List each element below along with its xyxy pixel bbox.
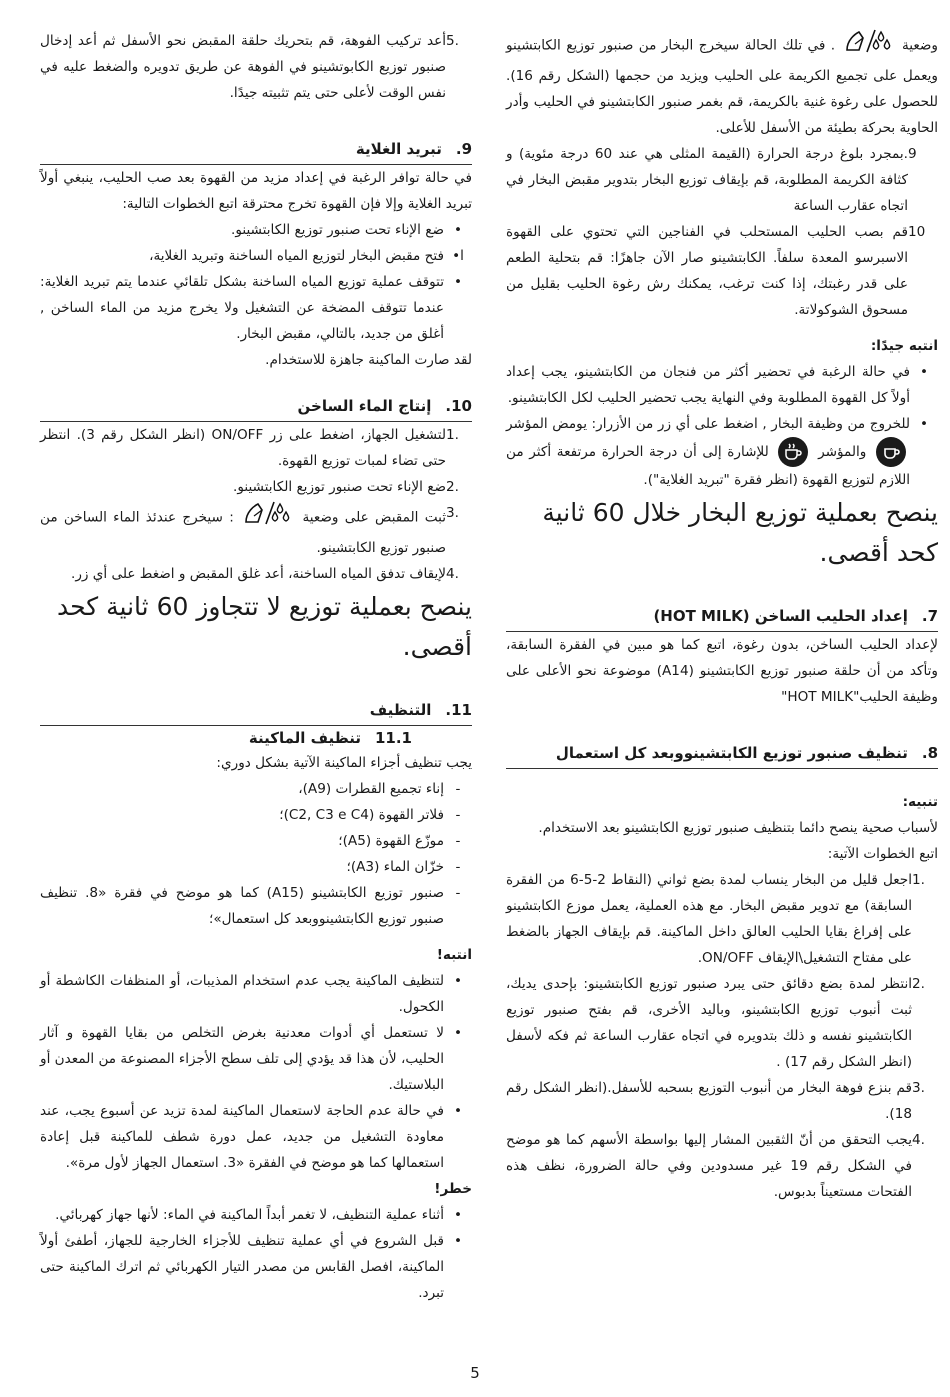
- part-list-item: - موزّع القهوة (A5)؛: [338, 833, 461, 849]
- step-10: 10 قم بصب الحليب المستحلب في الفناجين التي تحتوي على القهوة الاسبرسو المعدة سلفاً. الكابتشينو صار الآن جاهزًا: قم بتحلية الطعم على قدر رغبتك، إذا كنت ترغب، يمكنك رش رغوة الحليب بقليل من مسحوق الشوكولاتة.: [506, 224, 926, 318]
- steam-intro-paragraph: وضعية . في تلك الحالة سيخرج البخار من صنبور توزيع الكابتشينو ويعمل على تجميع الكريمة على الحليب ويزيد من حجمها (الشكل رقم 16). للحصول على رغوة غنية بالكريمة، قم بغمر صنبور الكابتشينو في الحليب وأدر الحاوية بحركة بطيئة من الأسفل للأعلى.: [506, 28, 938, 141]
- cleaning-step: 2. انتظر لمدة بضع دقائق حتى يبرد صنبور توزيع الكابتشينو: بإحدى يديك، ثبت أنبوب توزيع الكابتشينو، وباليد الأخرى، قم بفتح صنبور توزيع الكابتشينو نفسه و ذلك بتدويره في اتجاه عقارب الساعة ثم فكه لأسفل (انظر الشكل رقم 17) .: [506, 976, 925, 1070]
- steam-indicator-icon: [876, 437, 906, 467]
- step-5: 5. أعد تركيب الفوهة، قم بتحريك حلقة المقبض نحو الأسفل ثم أعد إدخال صنبور توزيع الكابوتشينو في الفوهة عن طريق تدويره والضغط عليه في نفس الوقت لأعلى حتى يتم تثبيته جيدًا.: [40, 33, 459, 101]
- machine-ready-text: لقد صارت الماكينة جاهزة للاستخدام.: [265, 352, 472, 368]
- danger-bullet: • قبل الشروع في أي عملية تنظيف للأجزاء الخارجية للجهاز، أطفئ أولاً الماكينة، افصل القابس من مصدر التيار الكهربائي ثم اترك الماكينة حتى تبرد.: [40, 1233, 463, 1301]
- follow-steps-label: اتبع الخطوات الآتية:: [827, 846, 938, 862]
- section-7-text: لإعداد الحليب الساخن، بدون رغوة، اتبع كما هو مبين في الفقرة السابقة، وتأكد من أن حلقة صنبور توزيع الكابتشينو (A14) موضوعة نحو الأعلى على وظيفة الحليب"HOT MILK": [506, 637, 938, 705]
- cleaning-step: 1. اجعل قليل من البخار ينساب لمدة بضع ثواني (النقاط 2-5-6 من الفقرة السابقة) مع تدوير مقبض البخار. مع هذه العملية، يعمل موزع الكابتشينو على إفراغ بقايا الحليب العالق داخل الماكينة. قم بإيقاف الجهاز بالضغط على مفتاح التشغيل\الإيقاف ON/OFF.: [506, 872, 925, 966]
- cleaning-step: 4. يجب التحقق من أنّ الثقبين المشار إليها بواسطة الأسهم كما هو موضح في الشكل رقم 19 غير مسدودين وفي حالة الضرورة، نظف هذه الفتحات مستعيناً بدبوس.: [506, 1132, 925, 1200]
- steam-drops-hand-icon: [240, 500, 296, 535]
- notice-bullet-1: • في حالة الرغبة في تحضير أكثر من فنجان من الكابتشينو، يجب إعداد أولاً كل القهوة المطلوبة وفي النهاية يجب تحضير الحليب لكل الكابتشينو.: [506, 364, 929, 406]
- attention-bullet: • لا تستعمل أي أدوات معدنية بغرض التخلص من بقايا القهوة و آثار الحليب، لأن هذا قد يؤدي إلى تلف سطح الأجزاء المصنوعة من المعدن أو البلاستيك.: [40, 1025, 463, 1093]
- part-list-item: - فلاتر القهوة (C2, C3 e C4)؛: [279, 807, 461, 823]
- caution-title: تنبيه:: [902, 794, 938, 810]
- section-9-bullet: • ضع الإناء تحت صنبور توزيع الكابتشينو.: [231, 222, 463, 238]
- section-7-heading: 7. إعداد الحليب الساخن (HOT MILK): [506, 603, 938, 632]
- subsection-11-1-intro: يجب تنظيف أجزاء الماكينة الآتية بشكل دوري:: [216, 755, 472, 771]
- part-list-item: - خزّان الماء (A3)؛: [346, 859, 461, 875]
- attention-bullet: • لتنظيف الماكينة يجب عدم استخدام المذيبات، أو المنظفات الكاشطة أو الكحول.: [40, 973, 463, 1015]
- notice-title: انتبه جيدًا:: [870, 338, 938, 354]
- step-9: 9 .بمجرد بلوغ درجة الحرارة (القيمة المثلى هي عند 60 درجة مئوية) و كثافة الكريمة المطلوبة، قم بإيقاف توزيع البخار بتدوير مقبض البخار في اتجاه عقارب الساعة: [506, 146, 917, 214]
- danger-bullet: • أثناء عملية التنظيف، لا تغمر أبداً الماكينة في الماء: لأنها جهاز كهربائي.: [55, 1207, 463, 1223]
- section-9-heading: 9. تبريد الغلاية: [40, 136, 472, 165]
- hot-water-step: 2. ضع الإناء تحت صنبور توزيع الكابتشينو.: [233, 479, 459, 495]
- danger-title: خطر!: [434, 1181, 472, 1197]
- cleaning-step: 3. قم بنزع فوهة البخار من أنبوب التوزيع بسحبه للأسفل.(انظر الشكل رقم 18).: [506, 1080, 925, 1122]
- section-8-heading: 8. تنظيف صنبور توزيع الكابتشينووبعد كل استعمال: [506, 740, 938, 769]
- cup-indicator-icon: [778, 437, 808, 467]
- right-column: [506, 28, 938, 1205]
- section-11-heading: 11. التنظيف: [40, 697, 472, 726]
- hot-water-step: 4. لإيقاف تدفق المياه الساخنة، أعد غلق المقبض و اضغط على أي زر.: [71, 566, 459, 582]
- hot-water-step: 1. لتشغيل الجهاز، اضغط على زر ON/OFF (انظر الشكل رقم 3). انتظر حتى تضاء لمبات توزيع القهوة.: [40, 427, 459, 469]
- part-list-item: - إناء تجميع القطرات (A9)،: [298, 781, 461, 797]
- section-9-bullet: ا• فتح مقبض البخار لتوزيع المياه الساخنة وتبريد الغلاية،: [149, 248, 464, 264]
- subsection-11-1-heading: 11.1 تنظيف الماكينة: [248, 729, 412, 747]
- notice-bullet-2: • للخروج من وظيفة البخار , اضغط على أي زر من الأزرار: يومض المؤشر والمؤشر للإشارة إلى أن درجة الحرارة مرتفعة أكثر من اللازم لتوزيع القهوة (انظر فقرة "تبريد الغلاية").: [506, 416, 929, 488]
- attention-bullet: • في حالة عدم الحاجة لاستعمال الماكينة لمدة تزيد عن أسبوع يجب، عند معاودة التشغيل من جديد، عمل دورة شطف للماكينة قبل إعادة استعمالها كما هو موضح في الفقرة «3. استعمال الجهاز لأول مرة».: [40, 1103, 463, 1171]
- section-9-intro: في حالة توافر الرغبة في إعداد مزيد من القهوة بعد صب الحليب، ينبغي أولاً تبريد الغلاية وإلا فإن القهوة تخرج محترقة اتبع الخطوات التالية:: [40, 170, 472, 212]
- steam-time-note: ينصح بعملية توزيع البخار خلال 60 ثانية كحد أقصى.: [542, 498, 938, 567]
- attention-title: انتبه!: [436, 947, 472, 963]
- caution-text: لأسباب صحية ينصح دائما بتنظيف صنبور توزيع الكابتشينو بعد الاستخدام.: [538, 820, 938, 836]
- section-10-heading: 10. إنتاج الماء الساخن: [40, 393, 472, 422]
- part-list-item: - صنبور توزيع الكابتشينو (A15) كما هو موضح في فقرة «8. تنظيف صنبور توزيع الكابتشينووبعد كل استعمال»؛: [40, 885, 461, 927]
- page-number: 5: [470, 1364, 480, 1382]
- section-9-bullet: • تتوقف عملية توزيع المياه الساخنة بشكل تلقائي عندما يتم تبريد الغلاية: عندما تتوقف المضخة عن التشغيل ولا يخرج مزيد من الماء الساخن , أغلق من جديد، بالتالي، مقبض البخار.: [40, 274, 463, 342]
- left-column: [40, 28, 472, 1306]
- hot-water-time-note: ينصح بعملية توزيع لا تتجاوز 60 ثانية كحد أقصى.: [57, 592, 472, 661]
- steam-drops-hand-icon: [841, 28, 897, 63]
- hot-water-step: 3. ثبت المقبض على وضعية : سيخرج عندئذ الماء الساخن من صنبور توزيع الكابتشينو.: [40, 500, 472, 561]
